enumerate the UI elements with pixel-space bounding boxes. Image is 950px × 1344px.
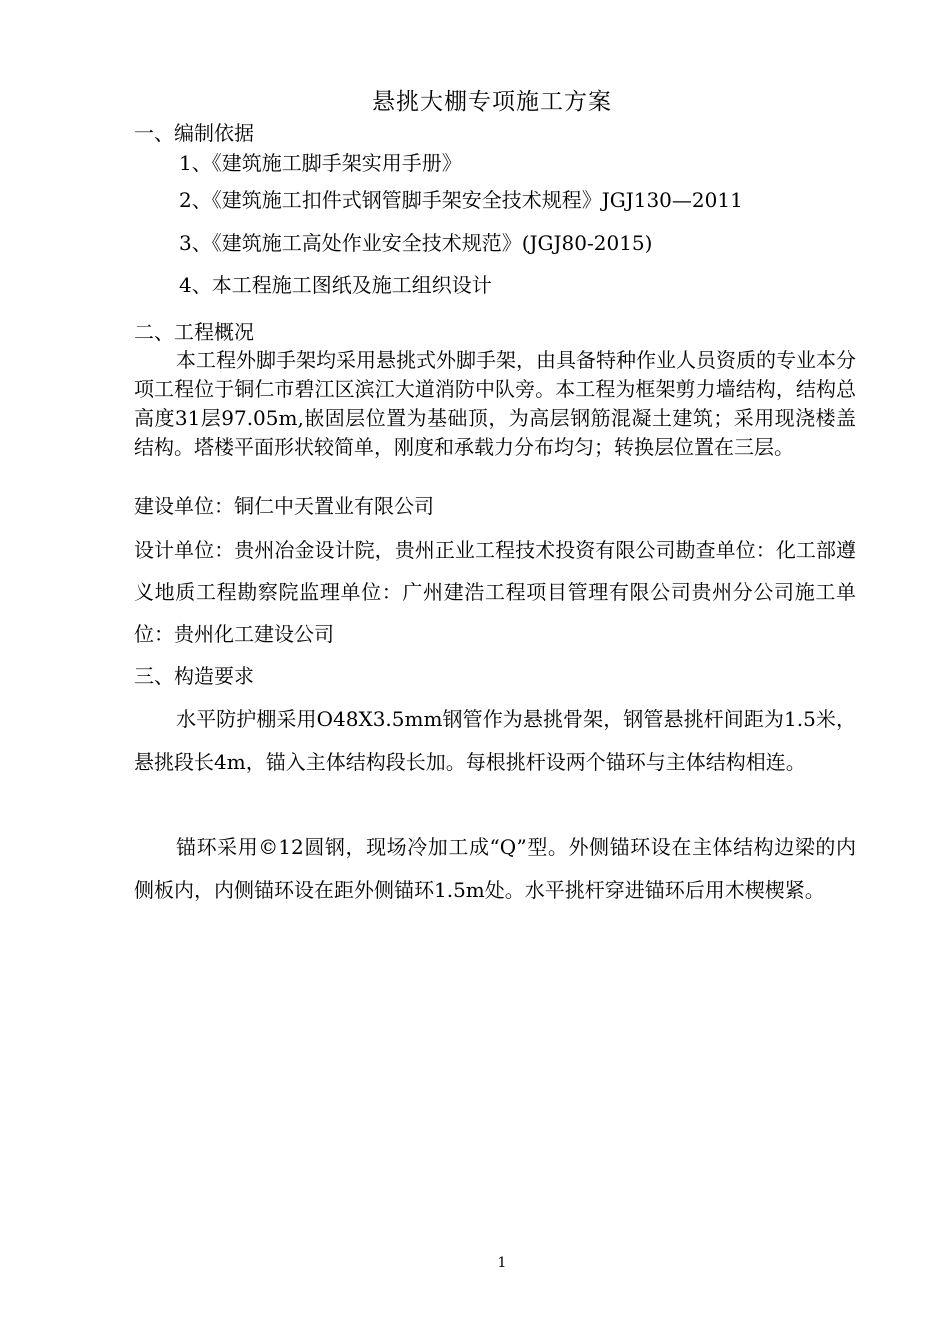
document-title: 悬挑大棚专项施工方案 [372,89,612,115]
section-heading-overview: 二、工程概况 [134,320,254,344]
project-units-paragraph: 设计单位：贵州冶金设计院，贵州正业工程技术投资有限公司勘查单位：化工部遵义地质工程勘察院监理单位：广州建浩工程项目管理有限公司贵州分公司施工单位：贵州化工建设公司 [134,538,856,646]
section-heading-requirements: 三、构造要求 [134,664,254,688]
reference-item-3: 3、《建筑施工高处作业安全技术规范》(JGJ80-2015) [179,231,653,255]
builder-unit-line: 建设单位：铜仁中天置业有限公司 [134,494,434,518]
reference-item-4: 4、本工程施工图纸及施工组织设计 [179,273,492,297]
reference-item-1: 1、《建筑施工脚手架实用手册》 [179,151,462,175]
section-heading-basis: 一、编制依据 [134,121,254,145]
overview-paragraph: 本工程外脚手架均采用悬挑式外脚手架，由具备特种作业人员资质的专业本分项工程位于铜仁市碧江区滨江大道消防中队旁。本工程为框架剪力墙结构，结构总高度31层97.05m,嵌固层位置为基础顶，为高层钢筋混凝土建筑；采用现浇楼盖结构。塔楼平面形状较简单，刚度和承载力分布均匀；转换层位置在三层。 [134,348,856,459]
page-number: 1 [497,1255,507,1271]
reference-item-2: 2、《建筑施工扣件式钢管脚手架安全技术规程》JGJ130—2011 [179,188,743,212]
requirements-paragraph-1: 水平防护棚采用O48X3.5mm钢管作为悬挑骨架，钢管悬挑杆间距为1.5米，悬挑段长4m，锚入主体结构段长加。每根挑杆设两个锚环与主体结构相连。 [134,707,856,774]
requirements-paragraph-2: 锚环采用©12圆钢，现场冷加工成“Q”型。外侧锚环设在主体结构边梁的内侧板内，内侧锚环设在距外侧锚环1.5m处。水平挑杆穿进锚环后用木楔楔紧。 [134,835,856,902]
